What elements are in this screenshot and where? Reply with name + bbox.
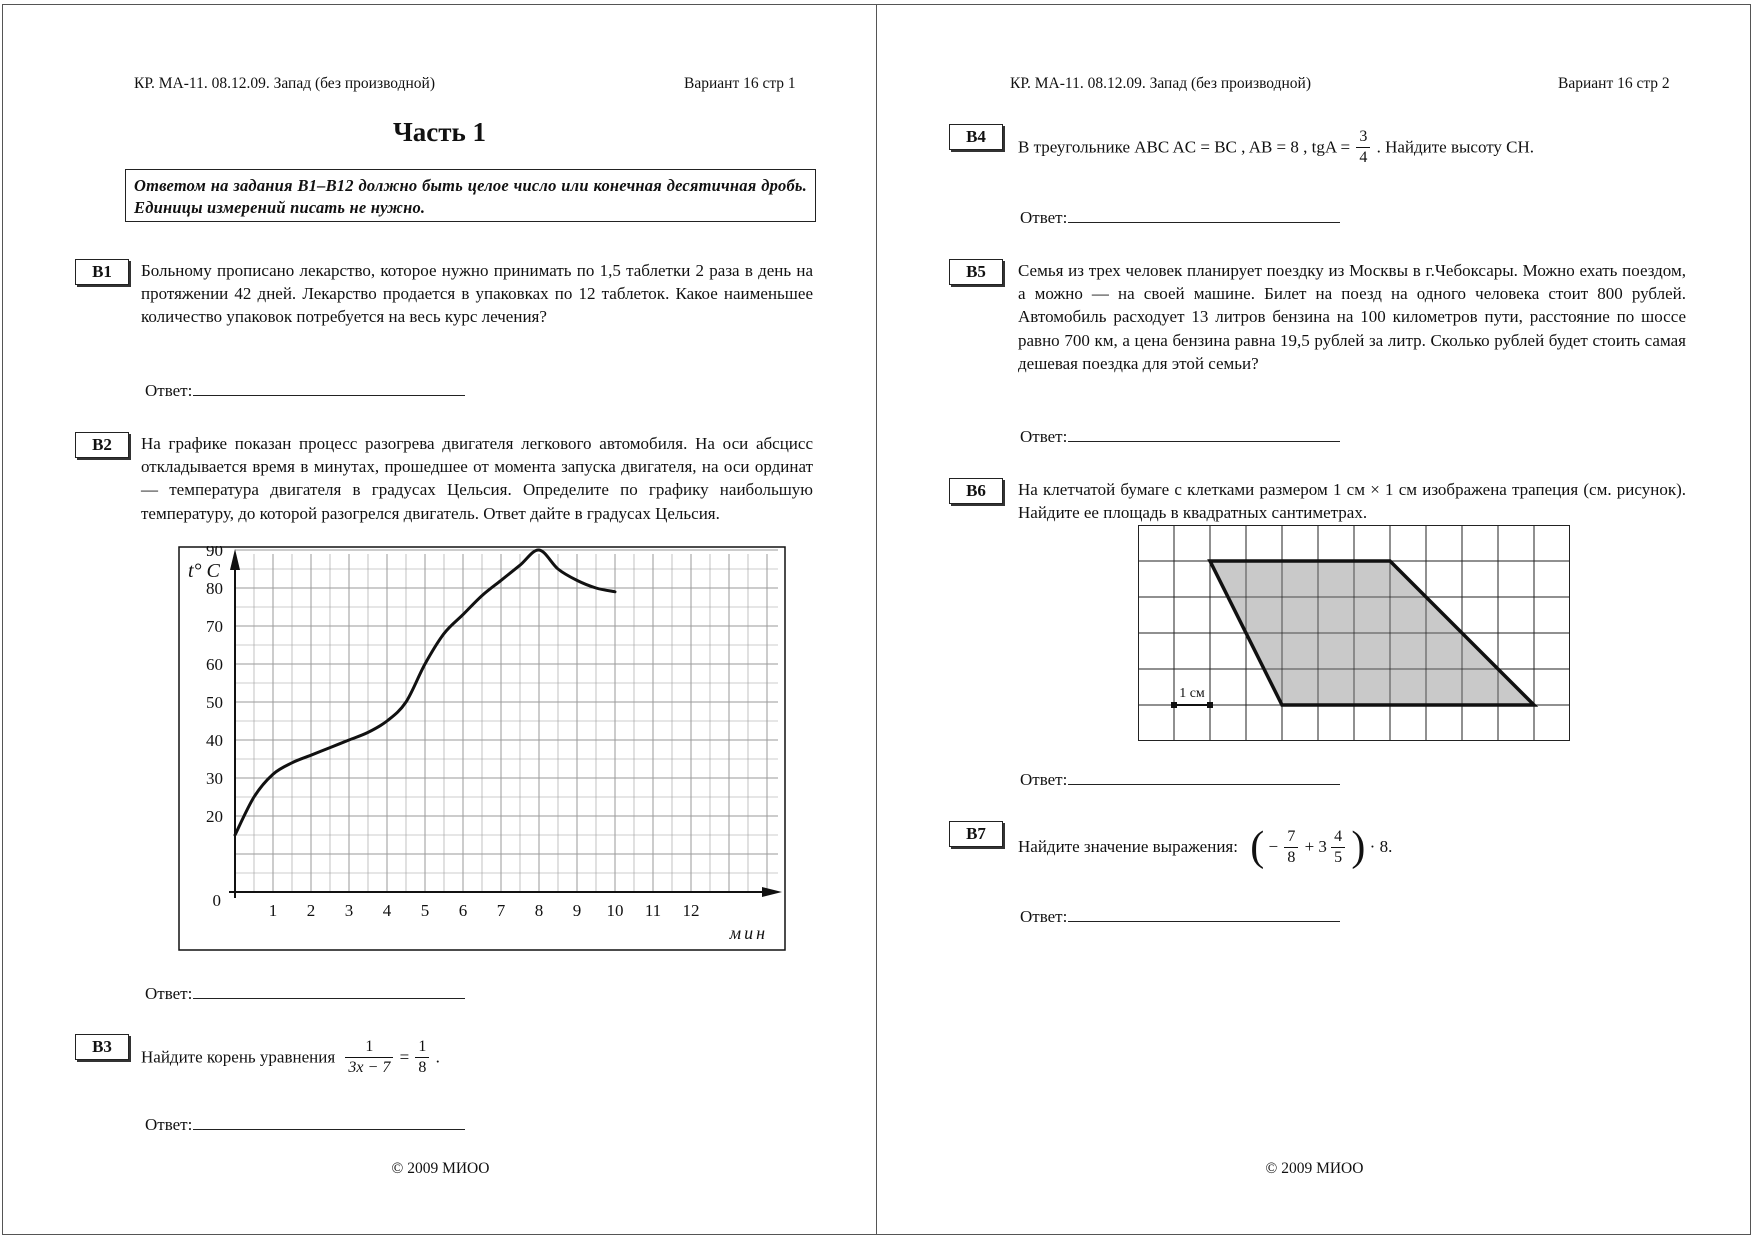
x-tick-label: 4: [382, 901, 392, 920]
temperature-chart: [178, 546, 786, 951]
answer-b5: [1020, 425, 1340, 447]
part-title: Часть 1: [392, 117, 487, 147]
task-b4-text: [1018, 127, 1534, 168]
answer-b7-field[interactable]: [1068, 905, 1340, 922]
fraction-1-den: 8: [1287, 848, 1296, 866]
page-right: [876, 4, 1751, 1235]
answer-b4: [1020, 206, 1340, 228]
answer-b6-field[interactable]: [1068, 768, 1340, 785]
answer-label: Ответ:: [1020, 427, 1068, 446]
task-b7-text: Найдите значение выражения:: [1018, 837, 1238, 856]
answer-b2: [145, 982, 465, 1004]
scale-bar-end-right: [1207, 702, 1213, 708]
header-right: Вариант 16 стр 1: [684, 75, 796, 92]
fraction-left-den: 3x − 7: [348, 1059, 391, 1076]
header-left: КР. МА-11. 08.12.09. Запад (без производной): [1010, 75, 1311, 92]
task-badge-b4: B4: [949, 124, 1003, 150]
y-tick-label: 50: [206, 693, 223, 712]
answer-label: Ответ:: [145, 1115, 193, 1134]
answer-b1-field[interactable]: [193, 379, 465, 396]
paren-close: ): [1351, 824, 1366, 870]
y-axis-label: t° C: [188, 560, 220, 582]
expr-minus: −: [1268, 837, 1279, 856]
x-tick-label: 3: [344, 901, 354, 920]
x-tick-label: 6: [458, 901, 468, 920]
x-tick-label: 12: [682, 901, 700, 920]
task-b5-text: Семья из трех человек планирует поездку из Москвы в г.Чебоксары. Можно ехать поездом, а можно — на своей машине. Билет на поезд на одного человека стоит 800 рублей. Автомобиль расходует 13 литров бензина на 100 километров пути, расстояние по шоссе равно 700 км, а цена бензина равна 19,5 рублей за литр. Сколько рублей будет стоить самая дешевая поездка для этой семьи?: [1018, 261, 1686, 373]
fraction-tg-num: 3: [1356, 127, 1370, 148]
fraction-2-num: 4: [1331, 827, 1345, 848]
y-tick-label: 40: [206, 731, 223, 750]
fraction-2: [1331, 827, 1345, 868]
footer-copyright: © 2009 МИОО: [391, 1160, 490, 1177]
x-tick-label: 5: [420, 901, 430, 920]
answer-label: Ответ:: [145, 381, 193, 400]
task-b4-text-start: В треугольнике ABC AC = BC , AB = 8 , tgA =: [1018, 137, 1351, 157]
expr-plus: + 3: [1304, 837, 1327, 856]
task-badge-b2: B2: [75, 432, 129, 458]
task-badge-b3: B3: [75, 1034, 129, 1060]
task-badge-b7: B7: [949, 821, 1003, 847]
paren-open: (: [1250, 824, 1265, 870]
y-tick-label: 80: [206, 579, 223, 598]
task-b1-text: Больному прописано лекарство, которое нужно принимать по 1,5 таблетки 2 раза в день на протяжении 42 дней. Лекарство продается в упаковках по 12 таблеток. Какое наименьшее количество упаковок потребуется на весь курс лечения?: [141, 261, 813, 327]
fraction-right-den: 8: [418, 1059, 427, 1076]
instruction-box: Ответом на задания B1–B12 должно быть целое число или конечная десятичная дробь. Единицы измерений писать не нужно.: [125, 169, 816, 222]
x-tick-label: 10: [606, 901, 624, 920]
y-tick-label: 90: [206, 546, 223, 560]
y-tick-label: 30: [206, 769, 223, 788]
task-badge-b6: B6: [949, 478, 1003, 504]
x-tick-label: 9: [572, 901, 582, 920]
fraction-tg-den: 4: [1359, 149, 1368, 166]
page-left: [2, 4, 877, 1235]
header-right: Вариант 16 стр 2: [1558, 75, 1670, 92]
fraction-left: [345, 1037, 393, 1078]
expr-tail: · 8.: [1369, 837, 1393, 856]
task-b3-text: Найдите корень уравнения: [141, 1047, 336, 1067]
fraction-1: [1284, 827, 1298, 868]
fraction-right-num: 1: [415, 1037, 429, 1058]
answer-label: Ответ:: [1020, 907, 1068, 926]
fraction-tg: [1356, 127, 1370, 168]
task-b3-equation: [141, 1037, 440, 1078]
task-badge-b5: B5: [949, 259, 1003, 285]
y-tick-label: 20: [206, 807, 223, 826]
x-axis-label: мин: [729, 923, 768, 943]
answer-label: Ответ:: [1020, 208, 1068, 227]
answer-b3: [145, 1113, 465, 1135]
x-tick-label: 8: [534, 901, 544, 920]
fraction-right: [415, 1037, 429, 1078]
answer-b6: [1020, 768, 1340, 790]
answer-label: Ответ:: [145, 984, 193, 1003]
task-b4-text-end: . Найдите высоту CH.: [1376, 137, 1535, 157]
task-b2-text: На графике показан процесс разогрева двигателя легкового автомобиля. На оси абсцисс откладывается время в минутах, прошедшее от момента запуска двигателя, на оси ординат — температура двигателя в градусах Цельсия. Определите по графику наибольшую температуру, до которой разогрелся двигатель. Ответ дайте в градусах Цельсия.: [141, 434, 813, 523]
answer-b4-field[interactable]: [1068, 206, 1340, 223]
fraction-1-num: 7: [1284, 827, 1298, 848]
fraction-2-den: 5: [1334, 848, 1343, 866]
equation-tail: .: [435, 1047, 440, 1067]
answer-b5-field[interactable]: [1068, 425, 1340, 442]
y-tick-label: 60: [206, 655, 223, 674]
task-badge-b1: B1: [75, 259, 129, 285]
trapezoid-figure: [1138, 525, 1570, 741]
answer-b7: [1020, 905, 1340, 927]
footer-copyright: © 2009 МИОО: [1265, 1160, 1364, 1177]
fraction-left-num: 1: [345, 1037, 393, 1058]
task-b6-text: На клетчатой бумаге с клетками размером 1 см × 1 см изображена трапеция (см. рисунок). Найдите ее площадь в квадратных сантиметрах.: [1018, 480, 1686, 523]
answer-b2-field[interactable]: [193, 982, 465, 999]
answer-b3-field[interactable]: [193, 1113, 465, 1130]
scale-label: 1 см: [1179, 686, 1205, 701]
origin-label: 0: [212, 891, 221, 910]
scale-bar-end-left: [1171, 702, 1177, 708]
task-b7-expression: [1018, 823, 1392, 871]
y-tick-label: 70: [206, 617, 223, 636]
x-tick-label: 1: [268, 901, 278, 920]
x-tick-label: 7: [496, 901, 506, 920]
answer-label: Ответ:: [1020, 770, 1068, 789]
x-tick-label: 11: [644, 901, 662, 920]
equals-sign: =: [399, 1047, 410, 1067]
x-tick-label: 2: [306, 901, 316, 920]
answer-b1: [145, 379, 465, 401]
header-left: КР. МА-11. 08.12.09. Запад (без производной): [134, 75, 435, 92]
